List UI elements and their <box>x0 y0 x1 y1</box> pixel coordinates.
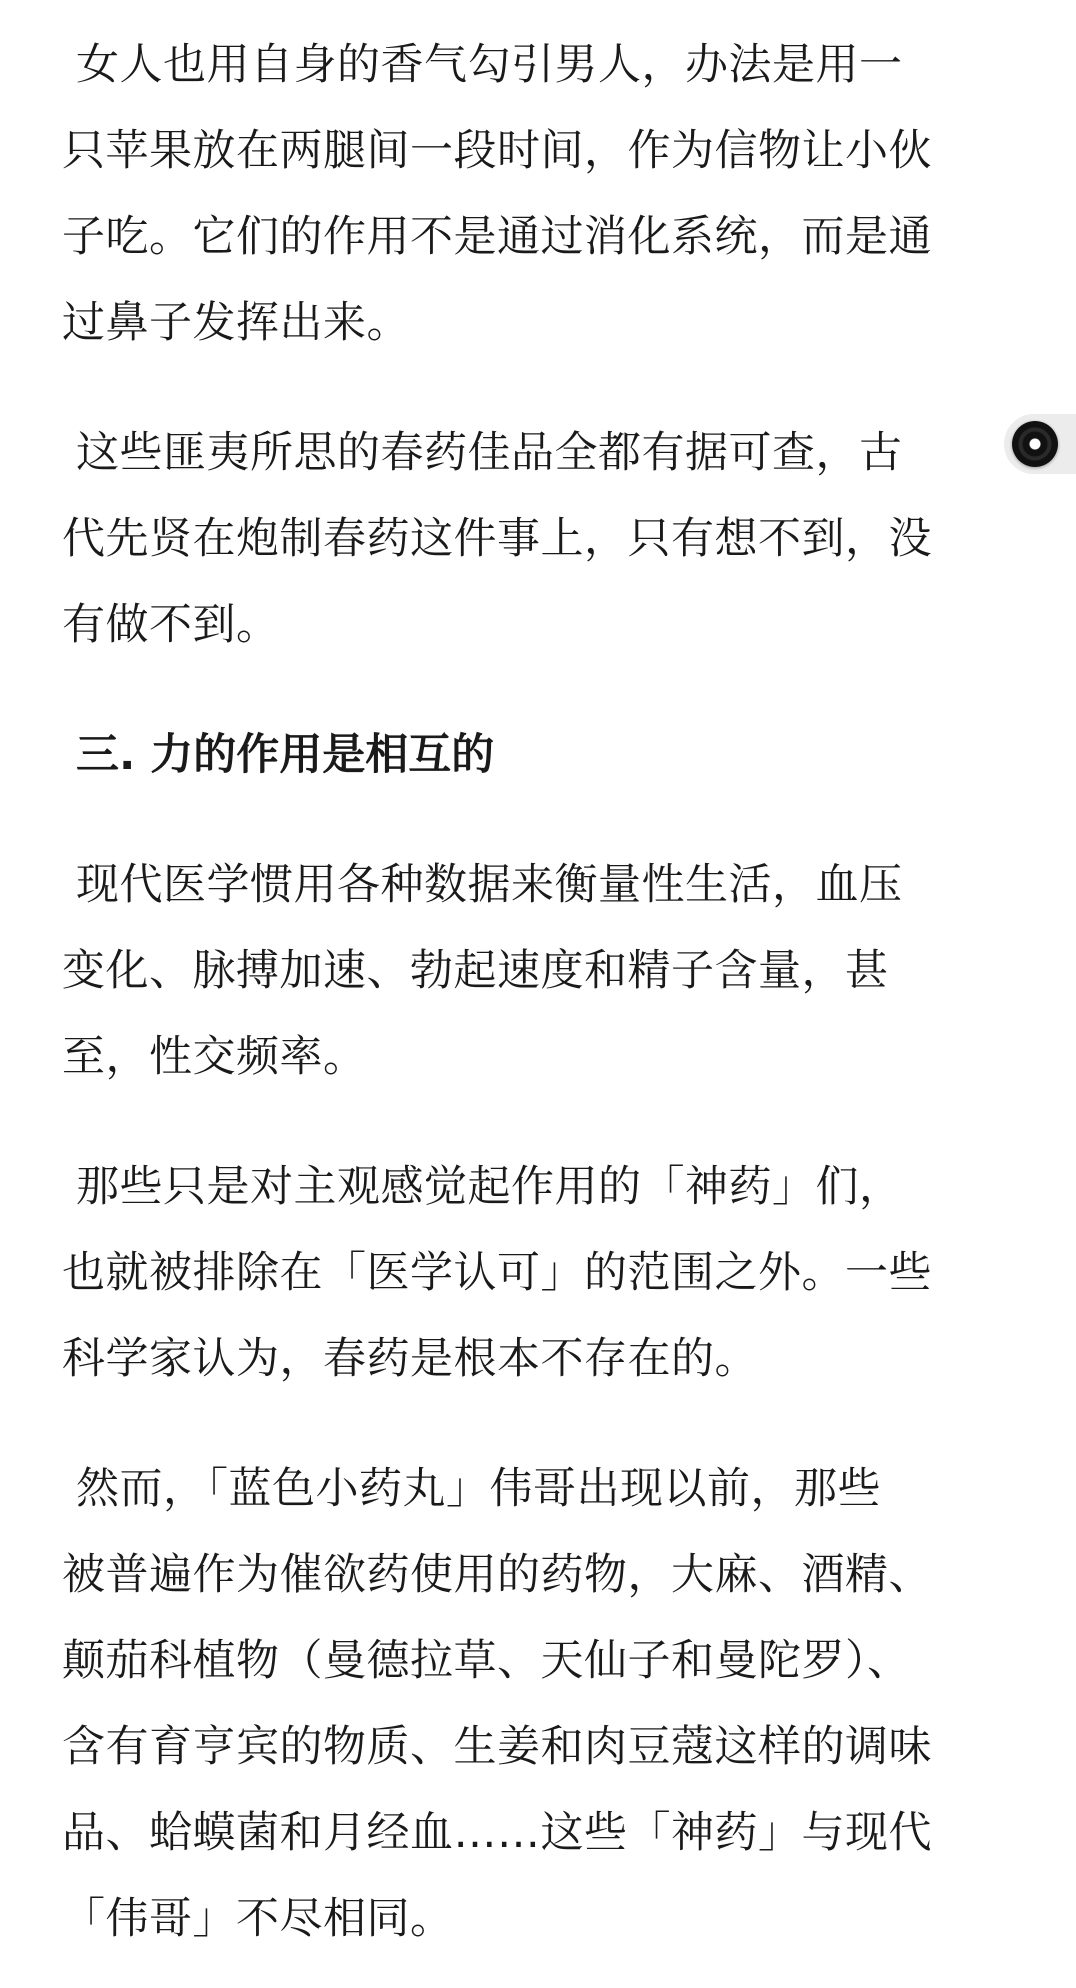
paragraph-5 <box>62 1446 1022 1962</box>
paragraph-3 <box>62 842 1022 1100</box>
paragraph-4 <box>62 1144 1022 1402</box>
paragraph-line: 也就被排除在「医学认可」的范围之外。一些 <box>62 1248 932 1298</box>
paragraph-line: 被普遍作为催欲药使用的药物，大麻、酒精、 <box>62 1550 932 1600</box>
paragraph-line: 代先贤在炮制春药这件事上，只有想不到，没 <box>62 514 932 564</box>
paragraph-line: 变化、脉搏加速、勃起速度和精子含量，甚 <box>62 946 889 996</box>
article-body <box>62 22 1022 1962</box>
paragraph-line: 只苹果放在两腿间一段时间，作为信物让小伙 <box>62 126 932 176</box>
paragraph-line: 科学家认为，春药是根本不存在的。 <box>62 1334 758 1384</box>
music-disc-icon <box>1012 421 1058 467</box>
paragraph-line: 现代医学惯用各种数据来衡量性生活，血压 <box>76 860 903 910</box>
paragraph-line: 至，性交频率。 <box>62 1032 367 1082</box>
paragraph-line: 子吃。它们的作用不是通过消化系统，而是通 <box>62 212 932 262</box>
paragraph-line: 「伟哥」不尽相同。 <box>62 1894 454 1944</box>
paragraph-line: 品、蛤蟆菌和月经血……这些「神药」与现代 <box>62 1808 932 1858</box>
paragraph-line: 女人也用自身的香气勾引男人，办法是用一 <box>76 40 903 90</box>
paragraph-line: 有做不到。 <box>62 600 280 650</box>
floating-music-player-button[interactable] <box>1004 414 1076 474</box>
paragraph-line: 过鼻子发挥出来。 <box>62 298 410 348</box>
paragraph-1 <box>62 22 1022 366</box>
paragraph-line: 颠茄科植物（曼德拉草、天仙子和曼陀罗）、 <box>62 1636 911 1686</box>
section-heading: 三. 力的作用是相互的 <box>76 730 495 780</box>
paragraph-line: 含有育亨宾的物质、生姜和肉豆蔻这样的调味 <box>62 1722 932 1772</box>
paragraph-line: 那些只是对主观感觉起作用的「神药」们， <box>76 1162 903 1212</box>
paragraph-line: 这些匪夷所思的春药佳品全都有据可查，古 <box>76 428 903 478</box>
paragraph-line: 然而，「蓝色小药丸」伟哥出现以前，那些 <box>76 1464 881 1514</box>
paragraph-2 <box>62 410 1022 668</box>
